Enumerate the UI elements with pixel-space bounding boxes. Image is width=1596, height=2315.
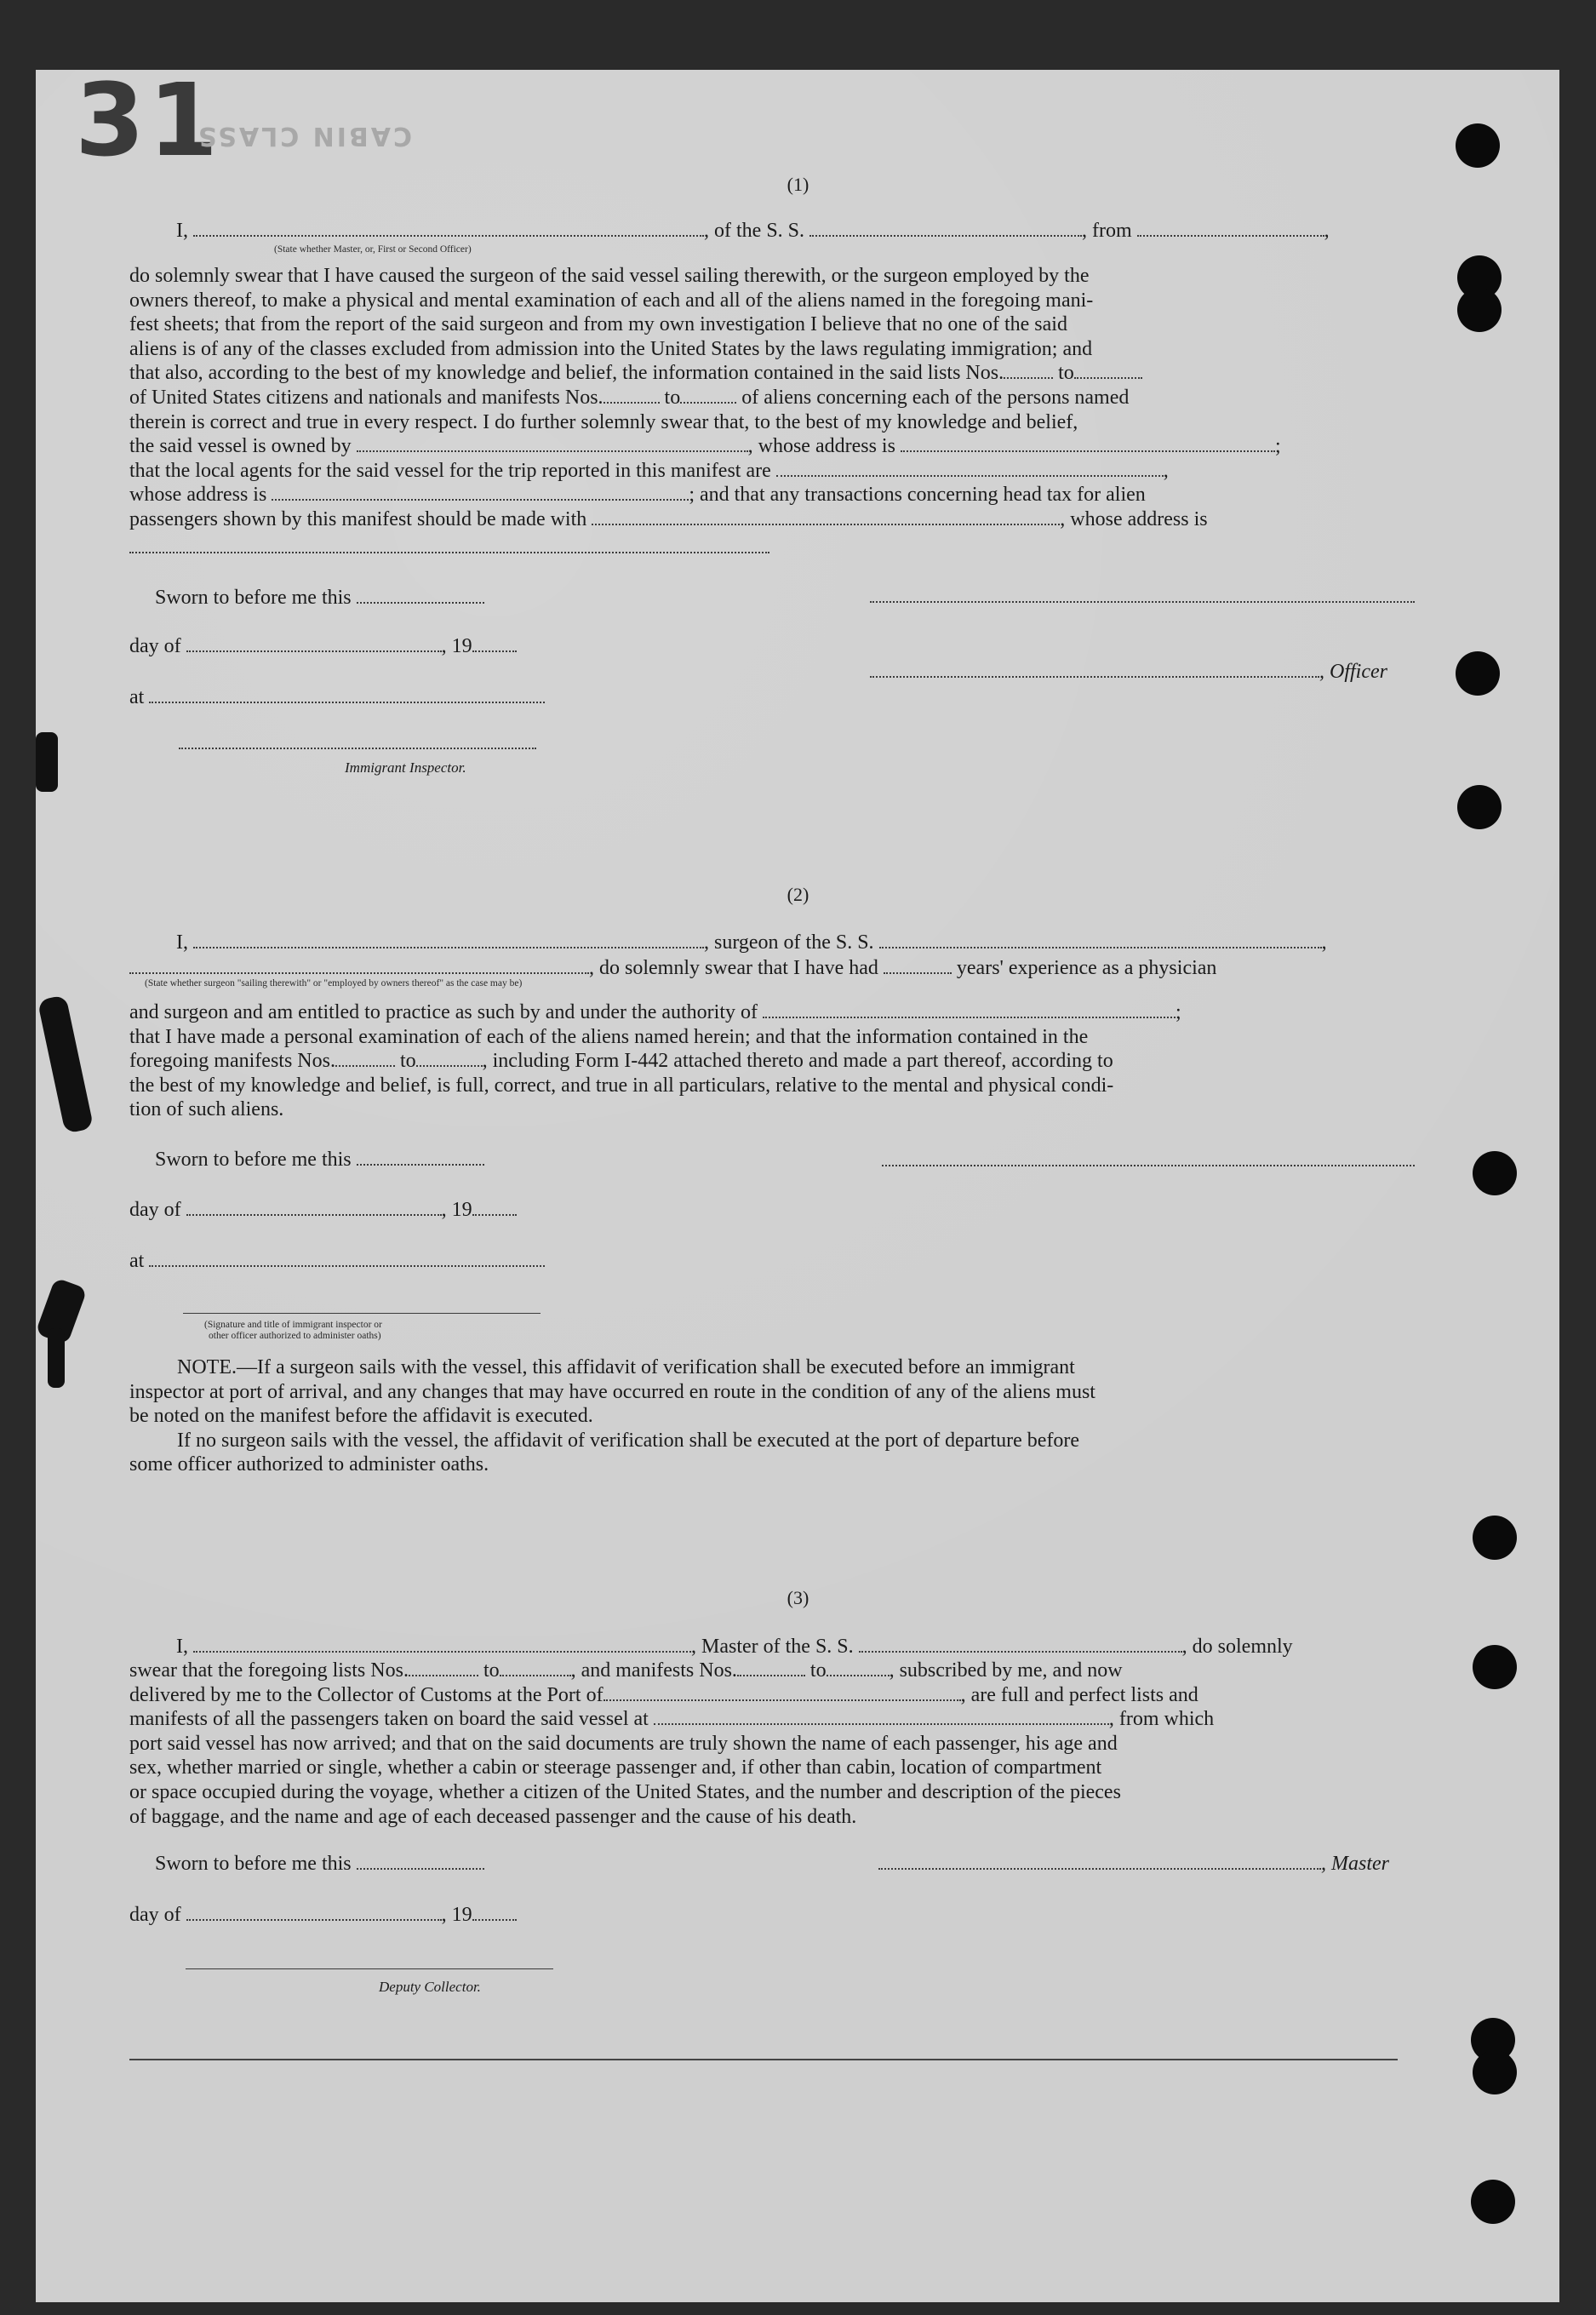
- section-1-intro: I,: [176, 220, 188, 242]
- section-2-text: that I have made a personal examination of each of the aliens named herein; and that the information contained in the: [129, 1025, 1089, 1048]
- at-field[interactable]: [149, 1250, 545, 1267]
- punch-hole: [1473, 2050, 1517, 2094]
- address-continuation-field[interactable]: [129, 552, 769, 553]
- master-ship-field[interactable]: [859, 1636, 1182, 1653]
- inspector-signature-line[interactable]: [183, 1313, 541, 1314]
- punch-hole: [1473, 1645, 1517, 1689]
- section-3-text-part: , are full and perfect lists and: [960, 1683, 1198, 1706]
- manifest-to-field[interactable]: [827, 1659, 890, 1676]
- of-the-ss-label: , of the S. S.: [704, 220, 805, 242]
- inspector-label: Immigrant Inspector.: [345, 759, 466, 776]
- day-of-label: day of: [129, 635, 181, 657]
- section-1-body: [129, 264, 1415, 532]
- years-label: years' experience as a physician: [956, 957, 1217, 979]
- owner-field[interactable]: [357, 435, 748, 452]
- section-2-text-part: and surgeon and am entitled to practice as such by and under the authority of: [129, 1001, 758, 1023]
- section-1-sworn: [155, 586, 484, 610]
- note-text-part: —If a surgeon sails with the vessel, this affidavit of verification shall be executed before an immigrant: [236, 1356, 1075, 1378]
- section-3-body: [129, 1659, 1415, 1829]
- head-tax-contact-field[interactable]: [592, 508, 1060, 525]
- note-text: If no surgeon sails with the vessel, the affidavit of verification shall be executed at the port of departure before: [177, 1429, 1080, 1452]
- section-3-text: sex, whether married or single, whether a cabin or steerage passenger and, if other than cabin, location of compartment: [129, 1756, 1102, 1779]
- section-3-sworn: [155, 1852, 484, 1876]
- section-1-text-part: , whose address is: [1060, 507, 1208, 530]
- agents-field[interactable]: [776, 460, 1164, 477]
- edge-damage: [48, 1328, 65, 1388]
- officer-label: , Officer: [1319, 661, 1387, 683]
- section-1-text-part: of United States citizens and nationals and manifests Nos.: [129, 386, 604, 409]
- surgeon-signature-line[interactable]: [882, 1165, 1415, 1166]
- master-signature-field[interactable]: [878, 1853, 1321, 1870]
- section-3-text-part: delivered by me to the Collector of Customs at the Port of: [129, 1683, 604, 1706]
- section-3-text: [129, 1659, 1415, 1683]
- swear-label: , do solemnly swear that I have had: [589, 957, 878, 979]
- sworn-label: Sworn to before me this: [155, 1149, 352, 1171]
- section-1-text-part: the said vessel is owned by: [129, 435, 352, 458]
- section-1-text: [129, 507, 1415, 532]
- section-1-text-part: that also, according to the best of my knowledge and belief, the information contained in the said lists Nos.: [129, 362, 1004, 385]
- section-1-text: owners thereof, to make a physical and mental examination of each and all of the aliens named in the foregoing mani-: [129, 289, 1094, 312]
- departure-port-field[interactable]: [1137, 220, 1324, 237]
- day-field[interactable]: [186, 1904, 442, 1921]
- note-text: be noted on the manifest before the affidavit is executed.: [129, 1405, 593, 1428]
- section-1-text: fest sheets; that from the report of the said surgeon and from my own investigation I believe that no one of the said: [129, 313, 1067, 336]
- section-3-text: [129, 1683, 1415, 1708]
- punch-hole: [1457, 288, 1502, 332]
- section-2-body: [129, 1000, 1415, 1122]
- section-1-text: that the local agents for the said vessel for the trip reported in this manifest are ,: [129, 459, 1169, 482]
- master-line: [878, 1852, 1389, 1876]
- punch-hole: [1473, 1151, 1517, 1195]
- year-field[interactable]: [472, 1904, 517, 1921]
- to-label: to: [809, 1659, 827, 1682]
- year-field[interactable]: [472, 1199, 517, 1216]
- section-2-text: [129, 1049, 1415, 1074]
- note-text: some officer authorized to administer oaths.: [129, 1453, 489, 1476]
- to-label: to: [483, 1659, 500, 1682]
- section-3-text-part: , from which: [1108, 1708, 1215, 1731]
- list-to-field[interactable]: [1074, 362, 1142, 379]
- section-1-text-part: passengers shown by this manifest should be made with: [129, 507, 587, 530]
- page-mark: 31: [75, 61, 222, 179]
- at-label: at: [129, 1250, 145, 1272]
- list-to-field[interactable]: [500, 1659, 571, 1676]
- section-3-text: or space occupied during the voyage, whether a citizen of the United States, and the number and description of the pieces: [129, 1780, 1121, 1803]
- year-label: , 19: [441, 635, 472, 657]
- note-text: inspector at port of arrival, and any changes that may have occurred en route in the condition of any of the aliens must: [129, 1380, 1095, 1403]
- section-1-text: [129, 483, 1415, 507]
- section-2-day: [129, 1198, 517, 1222]
- section-3-text: port said vessel has now arrived; and that on the said documents are truly shown the name of each passenger, his age and: [129, 1732, 1118, 1755]
- from-label: , from: [1082, 220, 1132, 242]
- section-3-line-1: [176, 1635, 1293, 1659]
- section-3-day: [129, 1903, 517, 1927]
- punch-hole: [1456, 651, 1500, 696]
- officer-line: [870, 660, 1387, 684]
- header-bleed-through: CABIN CLASS: [196, 121, 413, 151]
- section-1-text: aliens is of any of the classes excluded from admission into the United States by the laws regulating immigration; and: [129, 337, 1093, 360]
- authority-field[interactable]: [763, 1001, 1176, 1018]
- section-1-line-1: I, , of the S. S. , from ,: [176, 220, 1330, 242]
- section-3-text-part: manifests of all the passengers taken on board the said vessel at: [129, 1708, 649, 1731]
- sworn-date-field[interactable]: [357, 1149, 484, 1166]
- surgeon-note: (State whether surgeon "sailing therewith" or "employed by owners thereof" as the case may be): [145, 978, 523, 988]
- day-field[interactable]: [186, 635, 442, 652]
- section-2-text-part: foregoing manifests Nos.: [129, 1050, 335, 1073]
- year-label: , 19: [441, 1904, 472, 1926]
- manifest-from-field[interactable]: [335, 1050, 395, 1067]
- bottom-rule: [129, 2059, 1398, 2060]
- list-from-field[interactable]: [1004, 362, 1053, 379]
- manifest-from-field[interactable]: [737, 1659, 805, 1676]
- section-1-text-part: ; and that any transactions concerning head tax for alien: [689, 484, 1146, 507]
- officer-field[interactable]: [870, 661, 1319, 678]
- note-label: NOTE.: [177, 1356, 237, 1378]
- sworn-label: Sworn to before me this: [155, 587, 352, 609]
- section-2-text-part: , including Form I-442 attached thereto and made a part thereof, according to: [482, 1050, 1113, 1073]
- years-field[interactable]: [884, 957, 952, 974]
- section-2-number: (2): [787, 884, 809, 905]
- section-2-intro: I,: [176, 931, 188, 954]
- manifest-from-field[interactable]: [604, 387, 660, 404]
- section-2-text: tion of such aliens.: [129, 1098, 284, 1121]
- surgeon-status-field[interactable]: [129, 957, 589, 974]
- list-from-field[interactable]: [409, 1659, 478, 1676]
- at-label: at: [129, 686, 145, 708]
- section-1-number: (1): [787, 174, 809, 195]
- year-field[interactable]: [472, 635, 517, 652]
- master-name-field[interactable]: [193, 1636, 691, 1653]
- collector-signature-line[interactable]: [186, 1968, 553, 1969]
- section-3-text-part: swear that the foregoing lists Nos.: [129, 1659, 409, 1682]
- section-3-intro: I,: [176, 1636, 188, 1658]
- section-2-text: the best of my knowledge and belief, is full, correct, and true in all particulars, relative to the mental and physical condi-: [129, 1074, 1114, 1097]
- section-1-text-part: that the local agents for the said vessel for the trip reported in this manifest are: [129, 459, 771, 482]
- section-1-text-part: of aliens concerning each of the persons named: [741, 386, 1130, 409]
- section-2-line-1: I, , surgeon of the S. S. ,: [176, 931, 1327, 954]
- section-1-text: therein is correct and true in every respect. I do further solemnly swear that, to the best of my knowledge and belief,: [129, 410, 1078, 433]
- surgeon-name-field[interactable]: [193, 931, 704, 948]
- day-of-label: day of: [129, 1904, 181, 1926]
- to-label: to: [664, 386, 681, 409]
- boarding-port-field[interactable]: [654, 1708, 1109, 1725]
- section-2-sworn: [155, 1148, 484, 1172]
- section-3-text: of baggage, and the name and age of each deceased passenger and the cause of his death.: [129, 1805, 857, 1828]
- signature-note-1: (Signature and title of immigrant inspector or: [204, 1320, 382, 1330]
- agents-address-field[interactable]: [272, 484, 689, 501]
- at-field[interactable]: [149, 686, 545, 703]
- section-3-text: [129, 1707, 1415, 1732]
- inspector-signature-line[interactable]: [179, 748, 536, 749]
- section-2-text: and surgeon and am entitled to practice as such by and under the authority of ;: [129, 1001, 1181, 1023]
- day-of-label: day of: [129, 1199, 181, 1221]
- to-label: to: [399, 1050, 416, 1073]
- section-3-text-part: , subscribed by me, and now: [889, 1659, 1123, 1682]
- sworn-date-field[interactable]: [357, 587, 484, 604]
- rank-name-field[interactable]: [193, 220, 704, 237]
- section-1-text: the said vessel is owned by , whose address is ;: [129, 435, 1281, 458]
- solemnly-label: , do solemnly: [1181, 1636, 1293, 1658]
- section-3-text-part: , and manifests Nos.: [570, 1659, 737, 1682]
- surgeon-ship-field[interactable]: [879, 931, 1322, 948]
- section-1-text-part: whose address is: [129, 484, 267, 507]
- surgeon-of-label: , surgeon of the S. S.: [704, 931, 874, 954]
- collector-label: Deputy Collector.: [379, 1979, 481, 1995]
- rank-note: (State whether Master, or, First or Second Officer): [274, 244, 472, 255]
- year-label: , 19: [441, 1199, 472, 1221]
- section-1-text-part: , whose address is: [747, 435, 895, 458]
- section-1-text: [129, 386, 1415, 410]
- officer-signature-line[interactable]: [870, 601, 1415, 603]
- section-1-at: [129, 685, 545, 709]
- section-2-line-2: [129, 956, 1216, 980]
- sworn-date-field[interactable]: [357, 1853, 484, 1870]
- punch-hole: [1473, 1516, 1517, 1560]
- punch-hole: [1456, 123, 1500, 168]
- section-1-text: [129, 361, 1415, 386]
- section-1-day: [129, 634, 517, 658]
- master-of-label: , Master of the S. S.: [691, 1636, 854, 1658]
- owner-address-field[interactable]: [901, 435, 1275, 452]
- section-3-number: (3): [787, 1587, 809, 1608]
- edge-damage: [36, 732, 58, 792]
- sworn-label: Sworn to before me this: [155, 1853, 352, 1875]
- signature-note-2: other officer authorized to administer oaths): [209, 1331, 381, 1341]
- ship-name-field[interactable]: [809, 220, 1082, 237]
- note-block: [129, 1355, 1415, 1477]
- manifest-to-field[interactable]: [416, 1050, 483, 1067]
- note-text: [129, 1355, 1415, 1380]
- master-label: , Master: [1321, 1853, 1389, 1875]
- punch-hole: [1471, 2180, 1515, 2224]
- to-label: to: [1058, 362, 1074, 385]
- section-1-text: do solemnly swear that I have caused the surgeon of the said vessel sailing therewith, or the surgeon employed by the: [129, 265, 1090, 287]
- section-2-at: [129, 1249, 545, 1273]
- port-field[interactable]: [604, 1684, 961, 1701]
- punch-hole: [1457, 785, 1502, 829]
- day-field[interactable]: [186, 1199, 442, 1216]
- manifest-to-field[interactable]: [680, 387, 736, 404]
